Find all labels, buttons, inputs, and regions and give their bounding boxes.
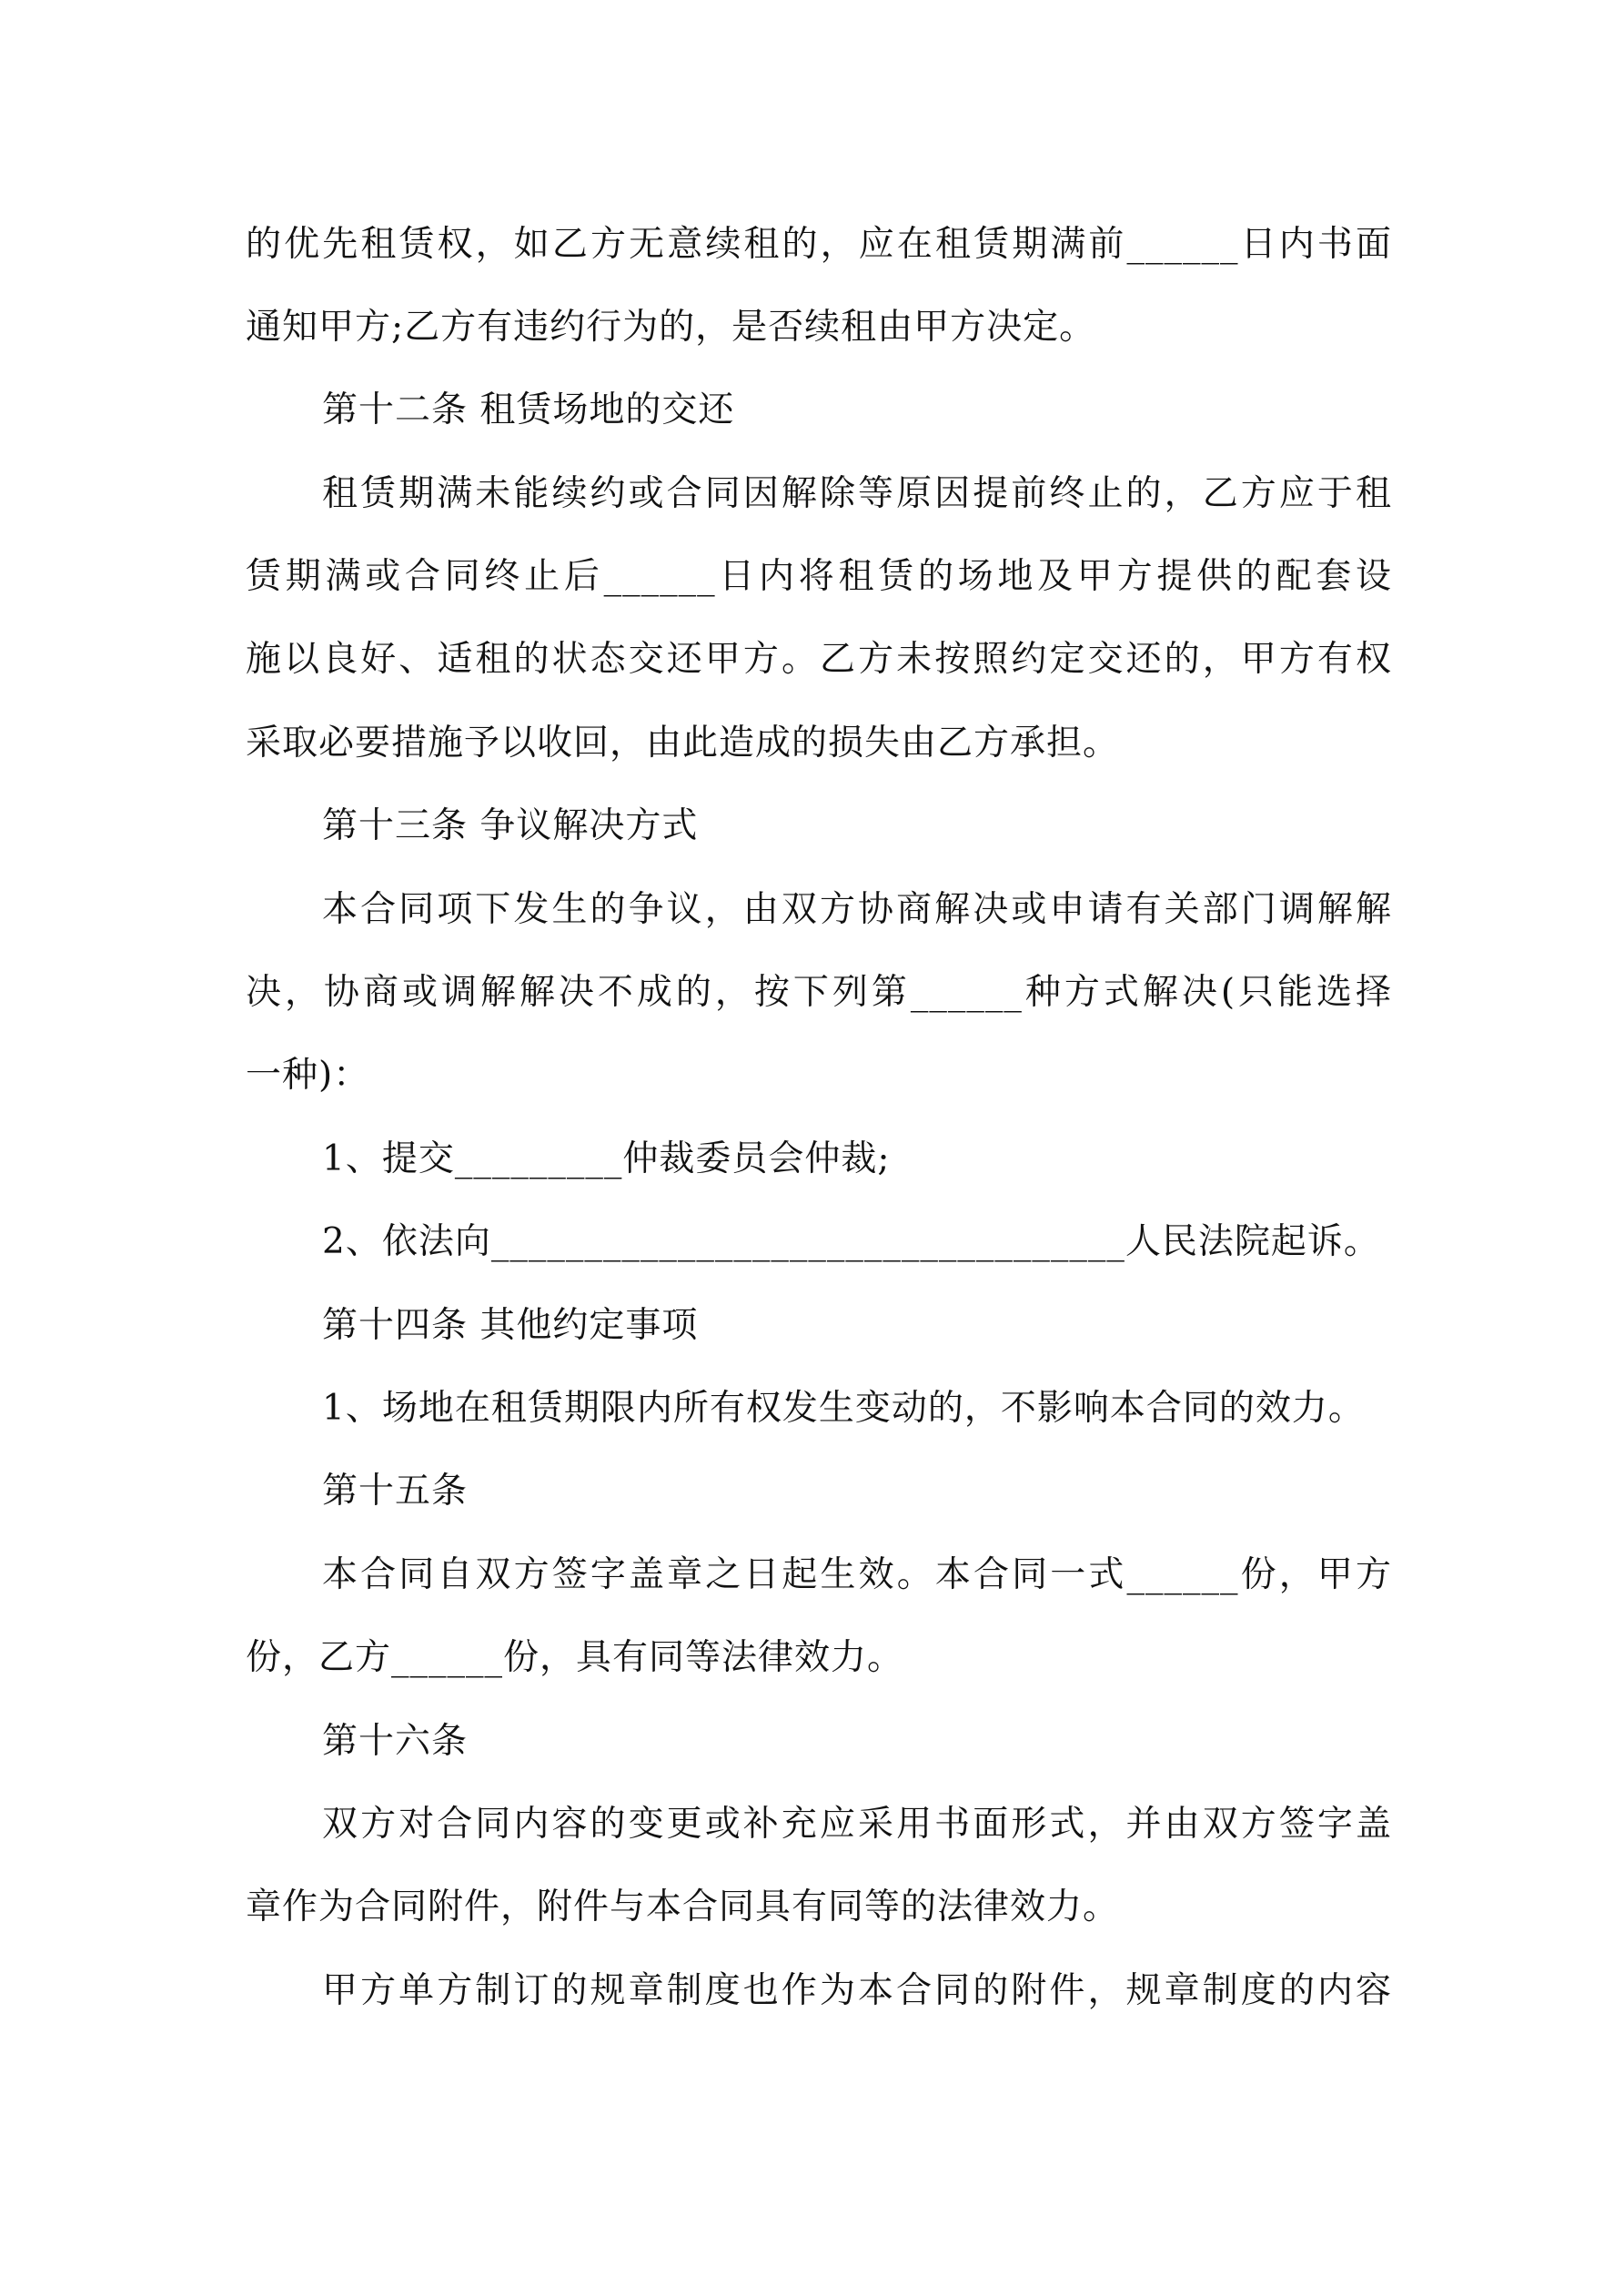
text-line: 决，协商或调解解决不成的，按下列第______种方式解决(只能选择 <box>246 972 1392 1013</box>
text-line: 租赁期满未能续约或合同因解除等原因提前终止的，乙方应于租 <box>322 473 1392 514</box>
article-heading: 第十二条 租赁场地的交还 <box>322 389 735 430</box>
text-line: 赁期满或合同终止后______日内将租赁的场地及甲方提供的配套设 <box>246 556 1392 597</box>
list-item: 2、依法向__________________________________人民法院起诉。 <box>322 1221 1380 1262</box>
list-item: 1、场地在租赁期限内所有权发生变动的，不影响本合同的效力。 <box>322 1388 1365 1429</box>
text-line: 一种)： <box>246 1055 370 1096</box>
list-item: 1、提交_________仲裁委员会仲裁; <box>322 1138 891 1179</box>
article-heading: 第十六条 <box>322 1721 469 1762</box>
text-line: 章作为合同附件，附件与本合同具有同等的法律效力。 <box>246 1886 1120 1927</box>
text-line: 本合同自双方签字盖章之日起生效。本合同一式______份，甲方 <box>322 1554 1392 1595</box>
text-line: 施以良好、适租的状态交还甲方。乙方未按照约定交还的，甲方有权 <box>246 639 1392 680</box>
text-line: 通知甲方;乙方有违约行为的，是否续租由甲方决定。 <box>246 307 1096 348</box>
text-line: 双方对合同内容的变更或补充应采用书面形式，并由双方签字盖 <box>322 1804 1392 1845</box>
text-line: 本合同项下发生的争议，由双方协商解决或申请有关部门调解解 <box>322 889 1392 930</box>
text-line: 甲方单方制订的规章制度也作为本合同的附件，规章制度的内容 <box>322 1970 1392 2011</box>
text-line: 份，乙方______份，具有同等法律效力。 <box>246 1637 904 1678</box>
text-line: 的优先租赁权，如乙方无意续租的，应在租赁期满前______日内书面 <box>246 224 1392 265</box>
text-line: 采取必要措施予以收回，由此造成的损失由乙方承担。 <box>246 723 1120 764</box>
article-heading: 第十三条 争议解决方式 <box>322 805 699 846</box>
article-heading: 第十四条 其他约定事项 <box>322 1305 699 1346</box>
article-heading: 第十五条 <box>322 1471 469 1512</box>
